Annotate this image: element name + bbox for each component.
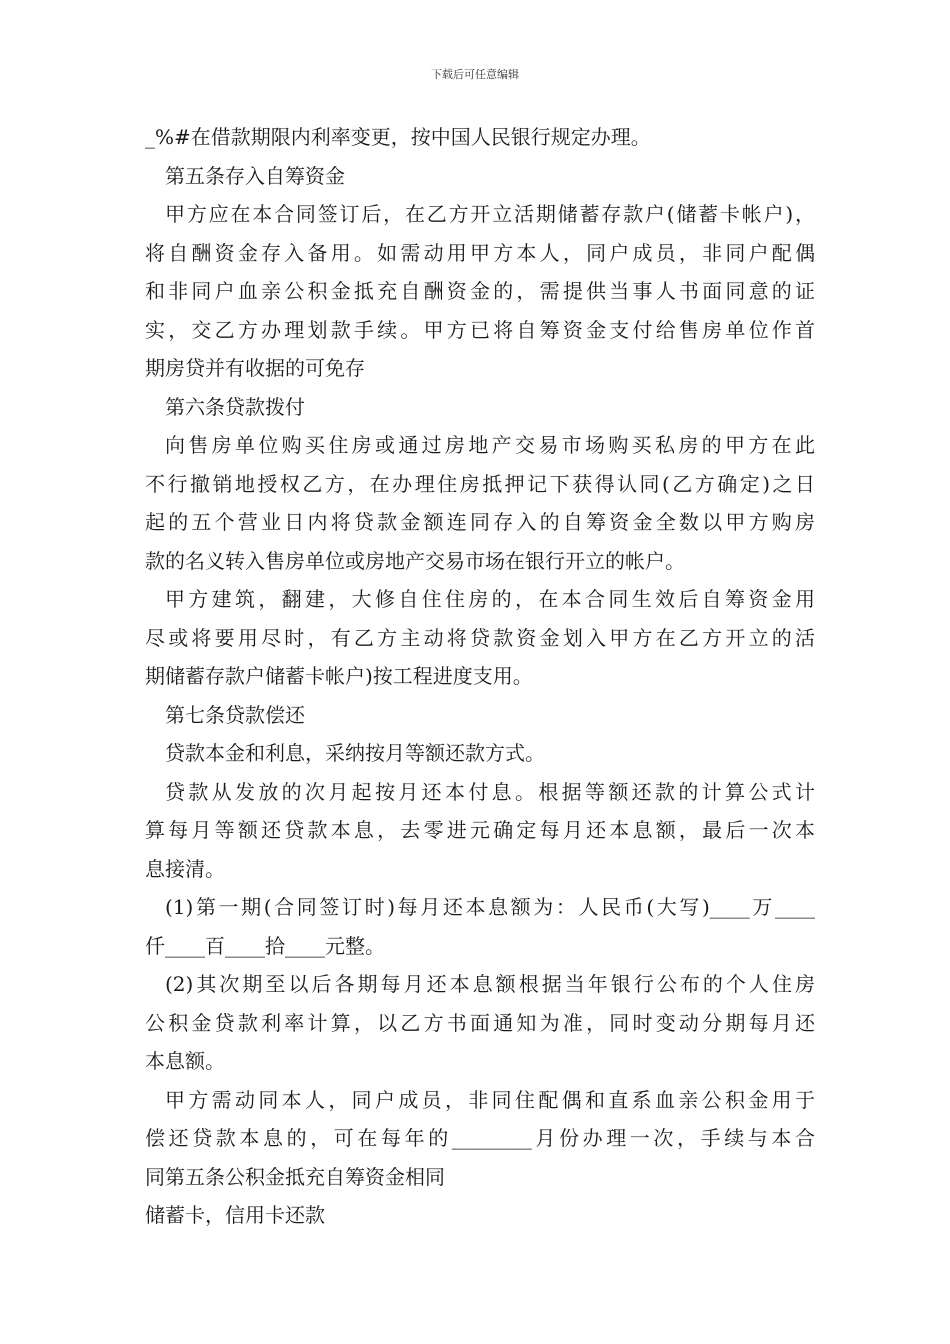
text-line: _%#在借款期限内利率变更，按中国人民银行规定办理。 [145,125,651,149]
text-line: 同第五条公积金抵充自筹资金相同 [145,1164,445,1189]
text-line: 甲方应在本合同签订后，在乙方开立活期储蓄存款户(储蓄卡帐户)， [165,202,815,226]
text-line: 尽或将要用尽时，有乙方主动将贷款资金划入甲方在乙方开立的活 [145,625,815,650]
text-line: 不行撤销地授权乙方，在办理住房抵押记下获得认同(乙方确定)之日 [145,471,815,496]
text-line: (2)其次期至以后各期每月还本息额根据当年银行公布的个人住房 [165,972,815,996]
page-header-note: 下载后可任意编辑 [431,68,519,81]
text-line: 偿还贷款本息的，可在每年的________月份办理一次，手续与本合 [145,1126,815,1150]
text-line: 算每月等额还贷款本息，去零进元确定每月还本息额，最后一次本 [145,818,815,842]
text-line: 和非同户血亲公积金抵充自酬资金的，需提供当事人书面同意的证 [145,279,815,303]
document-body [145,118,815,1235]
section-heading: 第五条存入自筹资金 [165,163,345,188]
text-line: 期房贷并有收据的可免存 [145,356,365,380]
text-line: 贷款从发放的次月起按月还本付息。根据等额还款的计算公式计 [165,779,815,804]
text-line: 起的五个营业日内将贷款金额连同存入的自筹资金全数以甲方购房 [145,510,815,534]
text-line: 公积金贷款利率计算，以乙方书面通知为准，同时变动分期每月还 [145,1010,815,1035]
text-line: 甲方建筑，翻建，大修自住住房的，在本合同生效后自筹资金用 [165,587,815,611]
text-line: 本息额。 [145,1049,225,1073]
text-line: 甲方需动同本人，同户成员，非同住配偶和直系血亲公积金用于 [165,1087,815,1112]
section-heading: 第六条贷款拨付 [165,394,305,419]
text-line: 期储蓄存款户储蓄卡帐户)按工程进度支用。 [145,664,533,688]
text-line: 息接清。 [145,856,225,881]
text-line: (1)第一期(合同签订时)每月还本息额为：人民币(大写)____万____ [165,895,815,919]
text-line: 实，交乙方办理划款手续。甲方已将自筹资金支付给售房单位作首 [145,317,815,342]
section-heading: 第七条贷款偿还 [165,702,305,727]
text-line: 仟____百____拾____元整。 [145,933,385,958]
text-line: 储蓄卡，信用卡还款 [145,1203,325,1227]
text-line: 贷款本金和利息，采纳按月等额还款方式。 [165,741,545,765]
text-line: 将自酬资金存入备用。如需动用甲方本人，同户成员，非同户配偶 [145,240,815,265]
text-line: 款的名义转入售房单位或房地产交易市场在银行开立的帐户。 [145,548,685,573]
text-line: 向售房单位购买住房或通过房地产交易市场购买私房的甲方在此 [165,433,815,457]
